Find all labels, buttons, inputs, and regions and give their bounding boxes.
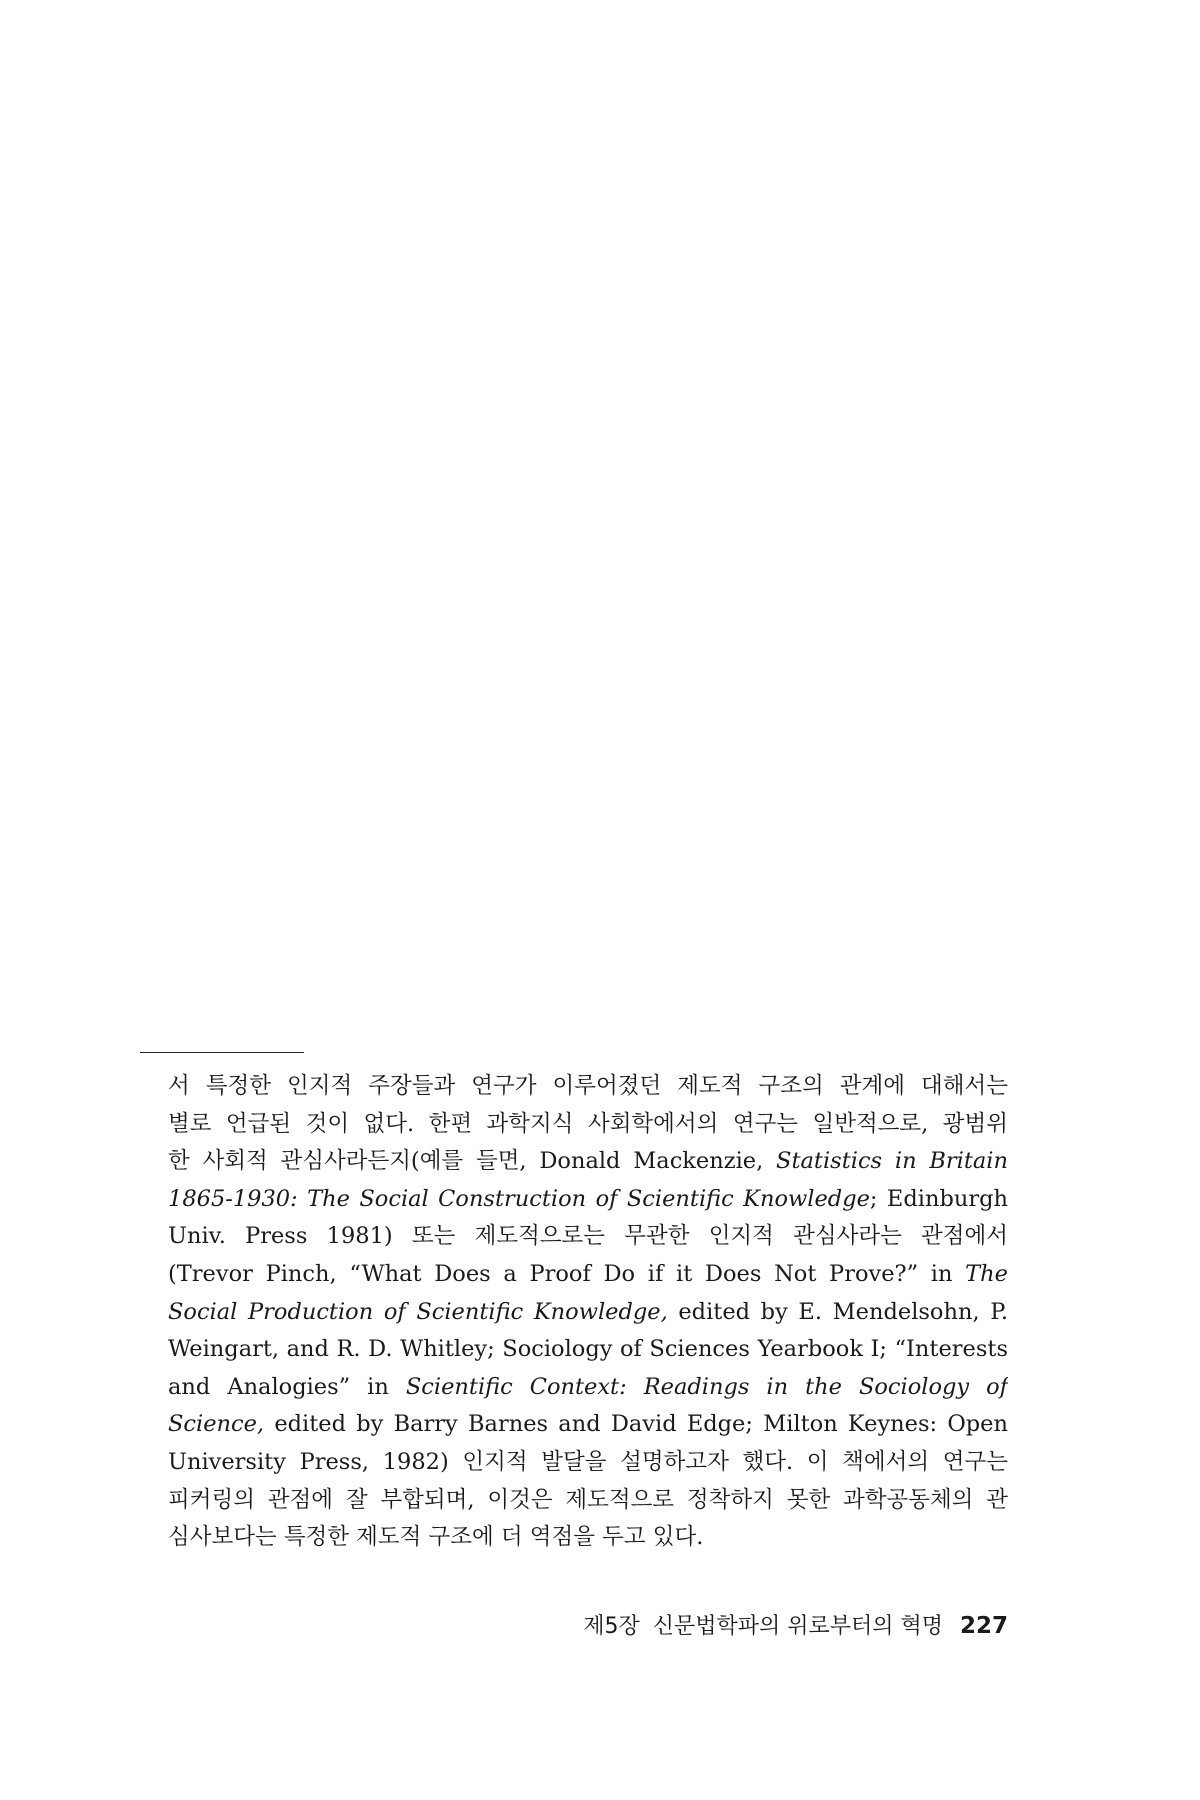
footnote-line: 심사보다는 특정한 제도적 구조에 더 역점을 두고 있다. [168,1524,704,1551]
footnote-line: 별로 언급된 것이 없다. 한편 과학지식 사회학에서의 연구는 일반적으로, 광범위 [168,1110,1008,1137]
page-number: 227 [959,1613,1008,1639]
footnote-line: University Press, 1982) 인지적 발달을 설명하고자 했다. 이 책에서의 연구는 [168,1448,1008,1475]
footnote-line: (Trevor Pinch, “What Does a Proof Do if it Does Not Prove?” in The [168,1260,1008,1287]
footnote-line: 서 특정한 인지적 주장들과 연구가 이루어졌던 제도적 구조의 관계에 대해서는 [168,1073,1008,1099]
footnote-line: Social Production of Scientific Knowledge, edited by E. Mendelsohn, P. [168,1298,1008,1325]
footnote-line: Science, edited by Barry Barnes and David Edge; Milton Keynes: Open [168,1411,1008,1438]
book-title-italic: 1865-1930: The Social Construction of Scientific Knowledge [168,1185,870,1212]
footnote-line: Univ. Press 1981) 또는 제도적으로는 무관한 인지적 관심사라는 관점에서 [168,1223,1008,1250]
footnote-line: Weingart, and R. D. Whitley; Sociology of Sciences Yearbook I; “Interests [168,1336,1008,1363]
book-title-italic: Social Production of Scientific Knowledge, [168,1298,668,1325]
footnote-block [168,1068,1008,1557]
book-title-italic: Statistics in Britain [776,1148,1008,1175]
book-title-italic: The [965,1260,1008,1287]
book-title-italic: Science, [168,1411,265,1438]
footnote-line: 한 사회적 관심사라든지(예를 들면, Donald Mackenzie, Statistics in Britain [168,1148,1008,1175]
chapter-title: 신문법학파의 위로부터의 혁명 [652,1614,943,1639]
footnote-line: 피커링의 관점에 잘 부합되며, 이것은 제도적으로 정착하지 못한 과학공동체의 관 [168,1486,1008,1513]
footnote-line: 1865-1930: The Social Construction of Scientific Knowledge; Edinburgh [168,1185,1008,1212]
book-title-italic: Scientific Context: Readings in the Sociology of [405,1373,1008,1400]
footnote-separator-rule [140,1052,304,1053]
chapter-label: 제5장 [583,1614,640,1639]
footnote-line: and Analogies” in Scientific Context: Readings in the Sociology of [168,1373,1008,1400]
running-footer [560,1611,1008,1642]
